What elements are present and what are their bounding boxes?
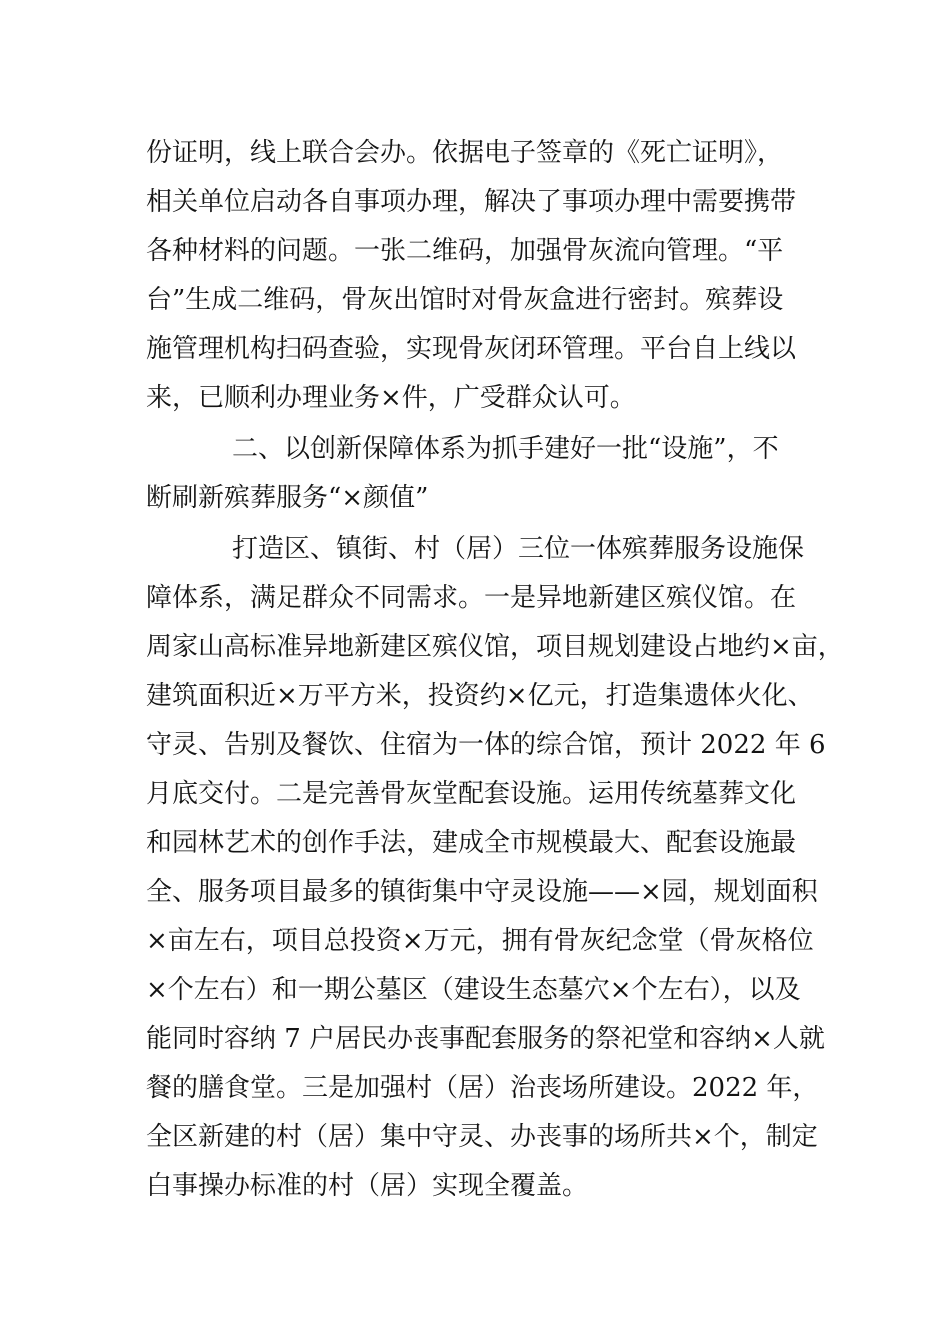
- paragraph-2-line: 全区新建的村（居）集中守灵、办丧事的场所共×个，制定: [146, 1122, 818, 1152]
- paragraph-2-line: 能同时容纳 7 户居民办丧事配套服务的祭祀堂和容纳×人就: [146, 1024, 825, 1054]
- paragraph-2-line: 和园林艺术的创作手法，建成全市规模最大、配套设施最: [146, 828, 797, 858]
- paragraph-2-line: 建筑面积近×万平方米，投资约×亿元，打造集遗体火化、: [146, 681, 814, 711]
- paragraph-2-line: 打造区、镇街、村（居）三位一体殡葬服务设施保: [232, 534, 805, 564]
- paragraph-2-line: 白事操办标准的村（居）实现全覆盖。: [146, 1171, 589, 1201]
- paragraph-2-line: 守灵、告别及餐饮、住宿为一体的综合馆，预计 2022 年 6: [146, 730, 826, 760]
- section-heading-line: 断刷新殡葬服务“×颜值”: [146, 483, 429, 513]
- paragraph-1-line: 来，已顺利办理业务×件，广受群众认可。: [146, 383, 636, 413]
- paragraph-2-line: 周家山高标准异地新建区殡仪馆，项目规划建设占地约×亩，: [146, 632, 844, 662]
- paragraph-1-line: 份证明，线上联合会办。依据电子签章的《死亡证明》，: [146, 138, 784, 168]
- paragraph-1-line: 施管理机构扫码查验，实现骨灰闭环管理。平台自上线以: [146, 334, 797, 364]
- section-heading-line: 二、以创新保障体系为抓手建好一批“设施”，不: [232, 434, 779, 464]
- paragraph-2-line: 障体系，满足群众不同需求。一是异地新建区殡仪馆。在: [146, 583, 797, 613]
- paragraph-2-line: 全、服务项目最多的镇街集中守灵设施——×园，规划面积: [146, 877, 818, 907]
- paragraph-1-line: 各种材料的问题。一张二维码，加强骨灰流向管理。“平: [146, 236, 784, 266]
- paragraph-2-line: 餐的膳食堂。三是加强村（居）治丧场所建设。2022 年，: [146, 1073, 819, 1103]
- paragraph-1-line: 台”生成二维码，骨灰出馆时对骨灰盒进行密封。殡葬设: [146, 285, 784, 315]
- paragraph-2-line: 月底交付。二是完善骨灰堂配套设施。运用传统墓葬文化: [146, 779, 797, 809]
- paragraph-2-line: ×亩左右，项目总投资×万元，拥有骨灰纪念堂（骨灰格位: [146, 926, 814, 956]
- paragraph-2-line: ×个左右）和一期公墓区（建设生态墓穴×个左右），以及: [146, 975, 801, 1005]
- paragraph-1-line: 相关单位启动各自事项办理，解决了事项办理中需要携带: [146, 187, 797, 217]
